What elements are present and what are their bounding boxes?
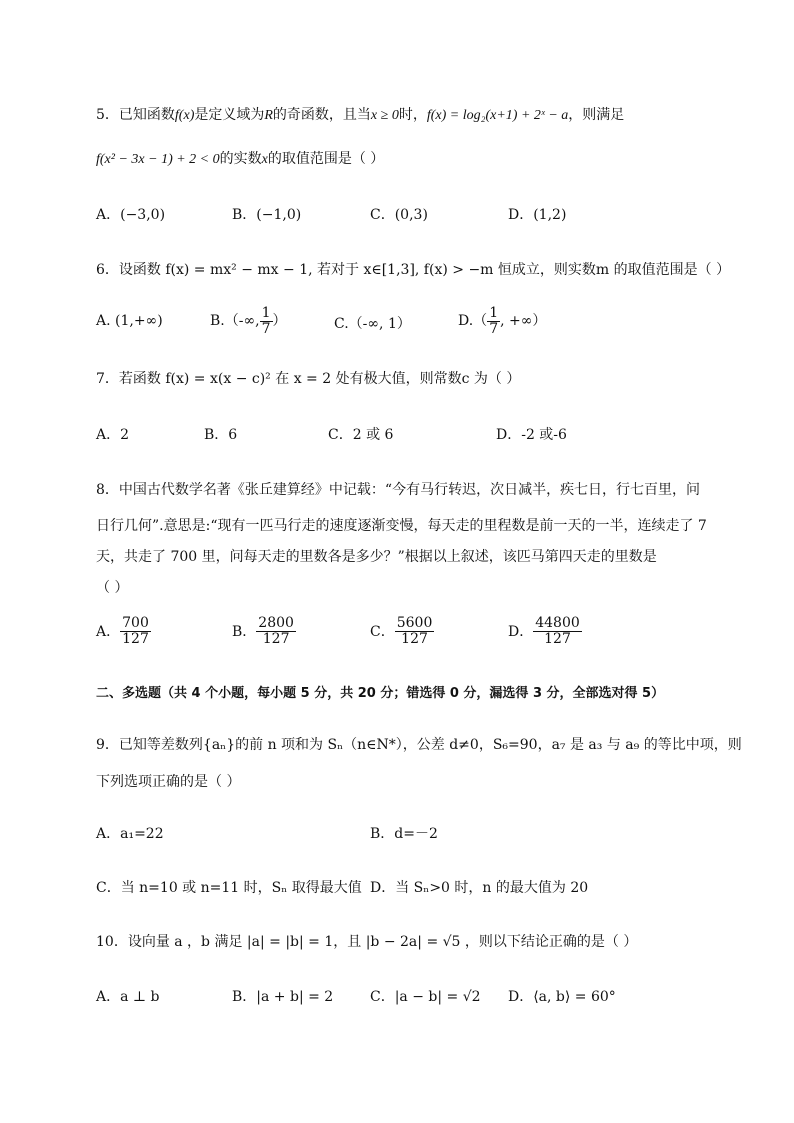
q6-option-a[interactable]: A. (1,+∞) xyxy=(96,313,163,329)
q8-line3: 天，共走了 700 里，问每天走的里数各是多少？”根据以上叙述，该匹马第四天走的里数是 xyxy=(96,549,657,565)
q6-option-c[interactable]: C.（-∞, 1） xyxy=(334,316,411,332)
q5-text1: 是定义域为 xyxy=(194,107,265,123)
q10-stem: 10．设向量 a ，b 满足 |a| = |b| = 1，且 |b − 2a| = √5 ，则以下结论正确的是（ ） xyxy=(96,934,638,950)
q8-line1: 8．中国古代数学名著《张丘建算经》中记载：“今有马行转迟，次日减半，疾七日，行七百里，问 xyxy=(96,482,701,498)
section2-heading: 二、多选题（共 4 个小题，每小题 5 分，共 20 分；错选得 0 分，漏选得 3 分，全部选对得 5） xyxy=(96,686,665,701)
q6-option-d-prefix: D.（ xyxy=(458,313,488,330)
q5-text3: 时， xyxy=(398,107,427,123)
q10-option-d[interactable]: D．⟨a, b⟩ = 60° xyxy=(508,989,616,1005)
q5-fx: f(x) xyxy=(174,108,195,123)
q6-option-b-prefix: B.（-∞, xyxy=(210,313,260,330)
q5-text4: ，则满足 xyxy=(568,107,625,123)
q8-a-denominator: 127 xyxy=(122,630,149,647)
q10-option-a[interactable]: A．a ⊥ b xyxy=(96,989,160,1005)
q5-text2: 的奇函数，且当 xyxy=(272,107,371,123)
q6-option-d-suffix: , +∞） xyxy=(500,313,547,330)
q9-option-b[interactable]: B．d=－2 xyxy=(370,826,438,842)
q9-option-d[interactable]: D．当 Sₙ>0 时，n 的最大值为 20 xyxy=(370,880,589,896)
q8-option-c-fraction xyxy=(395,616,435,646)
q5-text6: 的取值范围是（ ） xyxy=(267,151,385,167)
q8-line2: 日行几何”.意思是:“现有一匹马行走的速度逐渐变慢，每天走的里程数是前一天的一半，连续走了 7 xyxy=(96,518,707,534)
q7-option-b[interactable]: B．6 xyxy=(204,427,238,443)
q6-option-d[interactable] xyxy=(458,306,546,336)
q8-d-numerator: 44800 xyxy=(535,615,580,631)
q8-option-d-fraction xyxy=(533,616,582,646)
q5-stem-line1 xyxy=(96,104,624,124)
q6-option-b-suffix: ） xyxy=(272,313,287,330)
q10-option-c[interactable]: C．|a − b| = √2 xyxy=(370,989,481,1005)
q8-option-d[interactable] xyxy=(508,616,582,646)
q8-a-numerator: 700 xyxy=(122,615,149,631)
q5-inequality: f(x² − 3x − 1) + 2 < 0 xyxy=(96,152,220,167)
q9-option-a[interactable]: A．a₁=22 xyxy=(96,826,164,842)
q8-option-d-label: D． xyxy=(508,624,534,641)
q6-stem: 6．设函数 f(x) = mx² − mx − 1, 若对于 x∈[1,3], f(x) > −m 恒成立，则实数m 的取值范围是（ ） xyxy=(96,262,731,278)
q5-text5: 的实数 xyxy=(219,151,262,167)
q5-option-a[interactable]: A．(−3,0) xyxy=(96,207,166,223)
q7-option-d[interactable]: D．-2 或-6 xyxy=(496,427,567,443)
q5-formula: f(x) = log₂(x+1) + 2ˣ − a xyxy=(426,108,569,123)
q8-option-c[interactable] xyxy=(370,616,434,646)
q8-d-denominator: 127 xyxy=(544,630,571,647)
q5-number-text: 5．已知函数 xyxy=(96,107,175,123)
q7-option-c[interactable]: C．2 或 6 xyxy=(328,427,394,443)
q8-option-a-label: A． xyxy=(96,624,121,641)
q5-cond: x ≥ 0 xyxy=(370,108,399,123)
q8-c-numerator: 5600 xyxy=(396,615,433,631)
q8-b-numerator: 2800 xyxy=(258,615,294,631)
q6-option-b[interactable] xyxy=(210,306,287,336)
q5-x: x xyxy=(261,152,268,167)
q5-option-d[interactable]: D．(1,2) xyxy=(508,207,567,223)
q7-option-a[interactable]: A．2 xyxy=(96,427,130,443)
q9-line2: 下列选项正确的是（ ） xyxy=(96,774,241,790)
q5-R: R xyxy=(264,108,273,123)
q8-c-denominator: 127 xyxy=(401,630,428,647)
q6-option-b-fraction xyxy=(260,306,273,336)
q6-d-denominator: 7 xyxy=(489,320,499,337)
q7-stem: 7．若函数 f(x) = x(x − c)² 在 x = 2 处有极大值，则常数c 为（ ） xyxy=(96,371,521,387)
q6-d-numerator: 1 xyxy=(489,305,499,321)
q8-option-b-fraction xyxy=(256,616,296,646)
q8-option-b-label: B． xyxy=(232,624,257,641)
q10-option-b[interactable]: B．|a + b| = 2 xyxy=(232,989,334,1005)
q6-b-numerator: 1 xyxy=(261,305,271,321)
q9-line1: 9．已知等差数列{aₙ}的前 n 项和为 Sₙ（n∈N*），公差 d≠0，S₆=90，a₇ 是 a₃ 与 a₉ 的等比中项，则 xyxy=(96,737,742,753)
q5-option-c[interactable]: C．(0,3) xyxy=(370,207,428,223)
q8-option-c-label: C． xyxy=(370,624,395,641)
q8-b-denominator: 127 xyxy=(262,630,290,647)
q9-option-c[interactable]: C．当 n=10 或 n=11 时，Sₙ 取得最大值 xyxy=(96,880,362,896)
q8-option-b[interactable] xyxy=(232,616,296,646)
q6-option-d-fraction xyxy=(487,306,500,336)
q8-line4: （ ） xyxy=(96,580,129,596)
q5-stem-line2 xyxy=(96,148,384,168)
q8-option-a-fraction xyxy=(120,616,151,646)
q5-option-b[interactable]: B．(−1,0) xyxy=(232,207,302,223)
q6-b-denominator: 7 xyxy=(261,320,271,337)
q8-option-a[interactable] xyxy=(96,616,151,646)
